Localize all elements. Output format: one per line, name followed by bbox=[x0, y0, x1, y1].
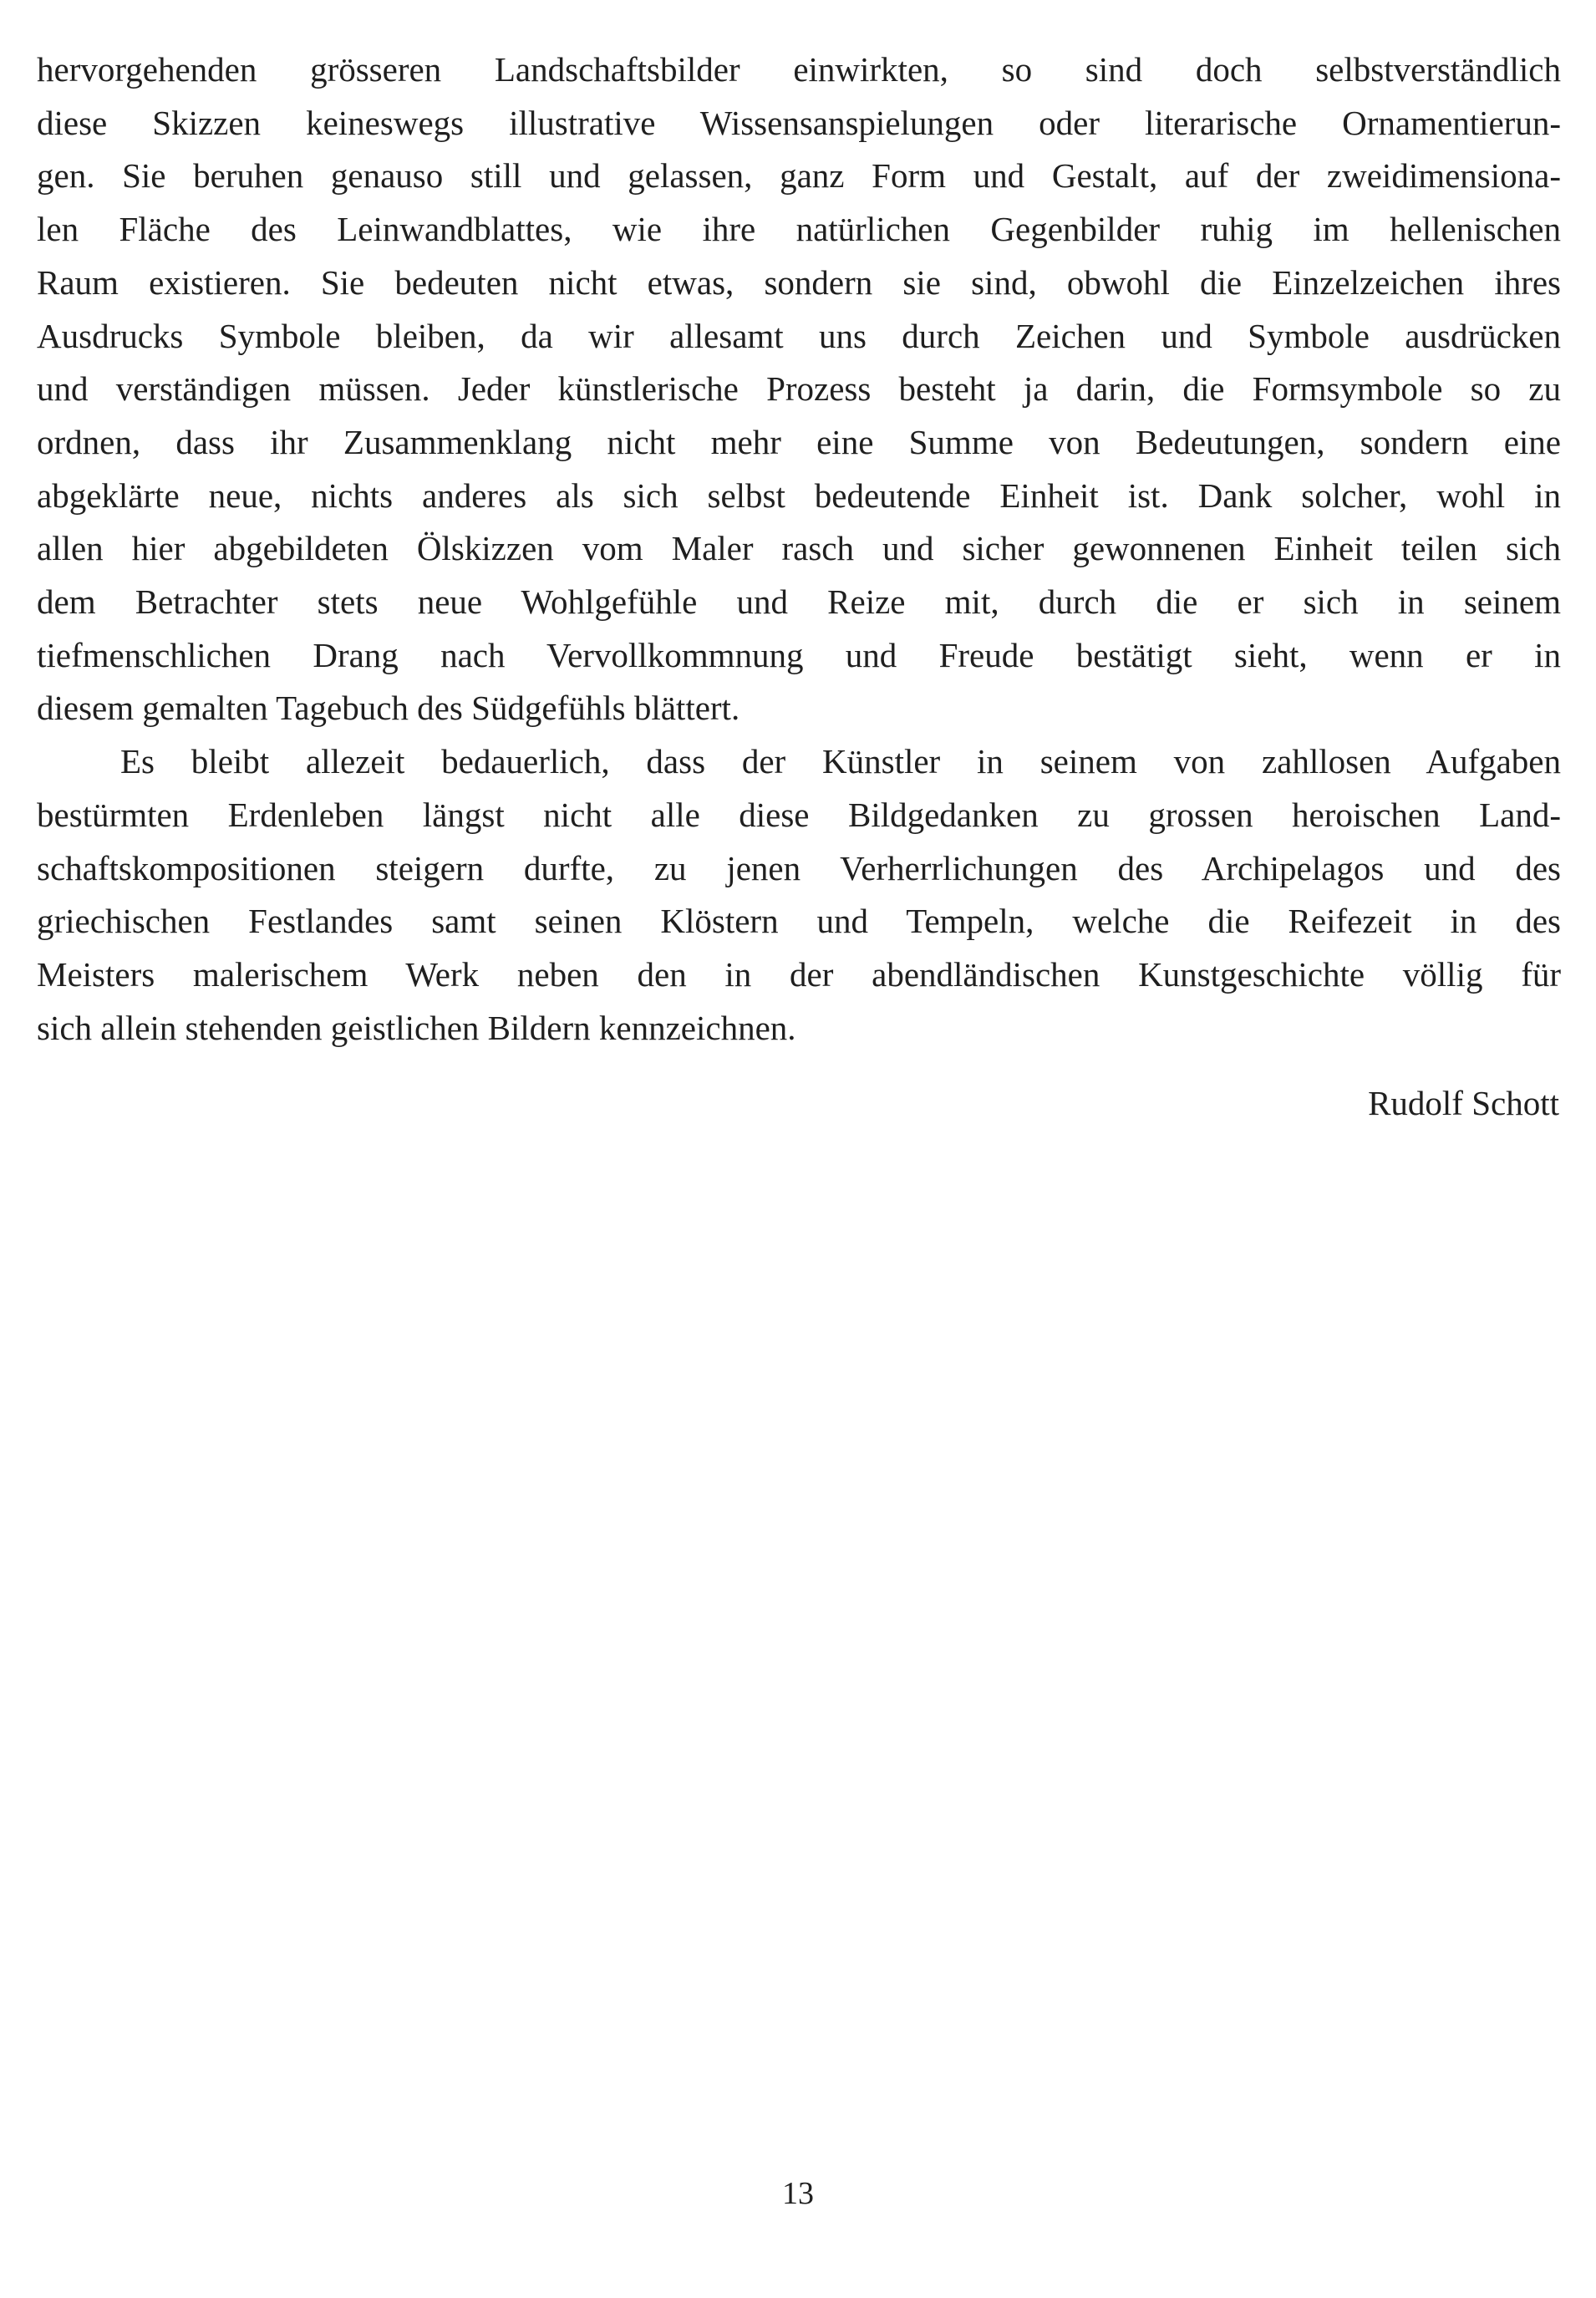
page-number: 13 bbox=[782, 2176, 814, 2211]
text-line: dem Betrachter stets neue Wohlgefühle und Reize mit, durch die er sich in seinem bbox=[37, 582, 1561, 622]
text-line: diesem gemalten Tagebuch des Südgefühls blättert. bbox=[37, 689, 740, 728]
text-line: und verständigen müssen. Jeder künstlerische Prozess besteht ja darin, die Formsymbole so zu bbox=[37, 369, 1561, 409]
paragraph-1 bbox=[37, 43, 1561, 735]
text-line: hervorgehenden grösseren Landschaftsbilder einwirkten, so sind doch selbstverständlich bbox=[37, 50, 1561, 89]
text-line: tiefmenschlichen Drang nach Vervollkommnung und Freude bestätigt sieht, wenn er in bbox=[37, 635, 1561, 674]
text-line: sich allein stehenden geistlichen Bildern kennzeichnen. bbox=[37, 1008, 796, 1047]
text-line: schaftskompositionen steigern durfte, zu jenen Verherrlichungen des Archipelagos und des bbox=[37, 848, 1561, 887]
text-line: abgeklärte neue, nichts anderes als sich selbst bedeutende Einheit ist. Dank solcher, wohl in bbox=[37, 475, 1561, 515]
text-line: allen hier abgebildeten Ölskizzen vom Maler rasch und sicher gewonnenen Einheit teilen sich bbox=[37, 529, 1561, 568]
text-line: bestürmten Erdenleben längst nicht alle diese Bildgedanken zu grossen heroischen Land- bbox=[37, 795, 1561, 834]
text-line: Meisters malerischem Werk neben den in der abendländischen Kunstgeschichte völlig für bbox=[37, 954, 1561, 994]
text-line: griechischen Festlandes samt seinen Klöstern und Tempeln, welche die Reifezeit in des bbox=[37, 902, 1561, 941]
text-line: Es bleibt allezeit bedauerlich, dass der Künstler in seinem von zahllosen Aufgaben bbox=[120, 742, 1561, 781]
text-line: Ausdrucks Symbole bleiben, da wir allesamt uns durch Zeichen und Symbole ausdrücken bbox=[37, 316, 1561, 355]
text-line: len Fläche des Leinwandblattes, wie ihre natürlichen Gegenbilder ruhig im hellenischen bbox=[37, 210, 1561, 249]
text-line: Raum existieren. Sie bedeuten nicht etwas, sondern sie sind, obwohl die Einzelzeichen ihres bbox=[37, 262, 1561, 302]
author-signature: Rudolf Schott bbox=[1368, 1084, 1559, 1122]
text-line: gen. Sie beruhen genauso still und gelassen, ganz Form und Gestalt, auf der zweidimensiona- bbox=[37, 156, 1561, 196]
text-line: ordnen, dass ihr Zusammenklang nicht mehr eine Summe von Bedeutungen, sondern eine bbox=[37, 422, 1561, 461]
paragraph-2 bbox=[37, 735, 1561, 1055]
body-text bbox=[37, 43, 1561, 1055]
text-line: diese Skizzen keineswegs illustrative Wissensanspielungen oder literarische Ornamentierun- bbox=[37, 103, 1561, 142]
